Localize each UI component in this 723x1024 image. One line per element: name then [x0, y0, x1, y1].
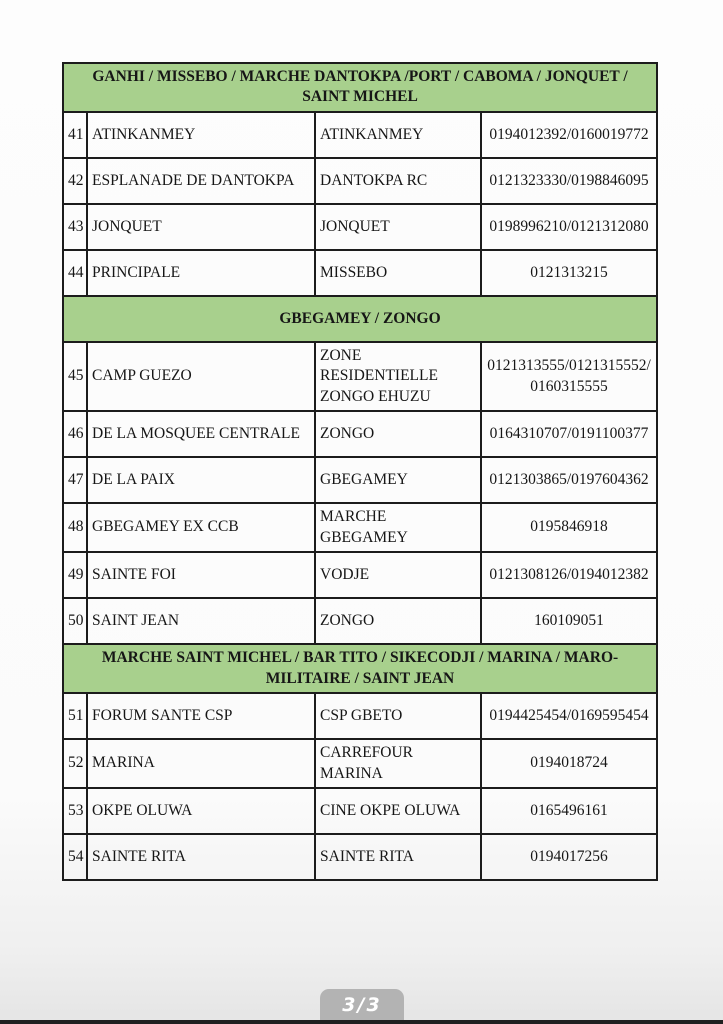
- phone-cell: 0121313555/0121315552/0160315555: [481, 342, 657, 411]
- row-number-cell: 44: [63, 250, 87, 296]
- name-cell: DE LA PAIX: [87, 457, 315, 503]
- section-header: GANHI / MISSEBO / MARCHE DANTOKPA /PORT / CABOMA / JONQUET / SAINT MICHEL: [63, 63, 657, 112]
- location-cell: CSP GBETO: [315, 693, 481, 739]
- phone-cell: 0165496161: [481, 788, 657, 834]
- table-row: [63, 598, 657, 644]
- name-cell: OKPE OLUWA: [87, 788, 315, 834]
- name-cell: GBEGAMEY EX CCB: [87, 503, 315, 552]
- table-row: [63, 693, 657, 739]
- name-cell: FORUM SANTE CSP: [87, 693, 315, 739]
- row-number-cell: 42: [63, 158, 87, 204]
- location-cell: DANTOKPA RC: [315, 158, 481, 204]
- name-cell: ATINKANMEY: [87, 112, 315, 158]
- table-row: [63, 204, 657, 250]
- document-page: [62, 62, 656, 881]
- location-cell: VODJE: [315, 552, 481, 598]
- table-row: [63, 342, 657, 411]
- phone-cell: 0121323330/0198846095: [481, 158, 657, 204]
- name-cell: PRINCIPALE: [87, 250, 315, 296]
- section-header-row: [63, 296, 657, 342]
- location-cell: ATINKANMEY: [315, 112, 481, 158]
- phone-cell: 160109051: [481, 598, 657, 644]
- phone-cell: 0194012392/0160019772: [481, 112, 657, 158]
- page-indicator-badge: [320, 989, 404, 1020]
- location-cell: ZONE RESIDENTIELLE ZONGO EHUZU: [315, 342, 481, 411]
- location-cell: GBEGAMEY: [315, 457, 481, 503]
- phone-cell: 0198996210/0121312080: [481, 204, 657, 250]
- table-row: [63, 552, 657, 598]
- location-cell: CARREFOUR MARINA: [315, 739, 481, 788]
- table-row: [63, 834, 657, 880]
- name-cell: SAINTE FOI: [87, 552, 315, 598]
- name-cell: ESPLANADE DE DANTOKPA: [87, 158, 315, 204]
- row-number-cell: 48: [63, 503, 87, 552]
- row-number-cell: 41: [63, 112, 87, 158]
- name-cell: SAINT JEAN: [87, 598, 315, 644]
- phone-cell: 0194018724: [481, 739, 657, 788]
- name-cell: MARINA: [87, 739, 315, 788]
- row-number-cell: 49: [63, 552, 87, 598]
- table-row: [63, 250, 657, 296]
- table-row: [63, 158, 657, 204]
- table-row: [63, 112, 657, 158]
- section-header: MARCHE SAINT MICHEL / BAR TITO / SIKECODJI / MARINA / MARO-MILITAIRE / SAINT JEAN: [63, 644, 657, 693]
- phone-cell: 0121303865/0197604362: [481, 457, 657, 503]
- phone-cell: 0164310707/0191100377: [481, 411, 657, 457]
- location-cell: MISSEBO: [315, 250, 481, 296]
- table-row: [63, 739, 657, 788]
- table-row: [63, 788, 657, 834]
- phone-cell: 0121313215: [481, 250, 657, 296]
- table-row: [63, 457, 657, 503]
- phone-cell: 0121308126/0194012382: [481, 552, 657, 598]
- row-number-cell: 54: [63, 834, 87, 880]
- name-cell: DE LA MOSQUEE CENTRALE: [87, 411, 315, 457]
- row-number-cell: 50: [63, 598, 87, 644]
- location-cell: JONQUET: [315, 204, 481, 250]
- name-cell: CAMP GUEZO: [87, 342, 315, 411]
- row-number-cell: 53: [63, 788, 87, 834]
- row-number-cell: 46: [63, 411, 87, 457]
- section-header-row: [63, 644, 657, 693]
- row-number-cell: 51: [63, 693, 87, 739]
- page-indicator: 3/3: [342, 993, 382, 1016]
- name-cell: JONQUET: [87, 204, 315, 250]
- directory-table: [62, 62, 658, 881]
- phone-cell: 0194017256: [481, 834, 657, 880]
- location-cell: ZONGO: [315, 598, 481, 644]
- location-cell: CINE OKPE OLUWA: [315, 788, 481, 834]
- location-cell: SAINTE RITA: [315, 834, 481, 880]
- bottom-edge-line: [0, 1020, 723, 1024]
- location-cell: ZONGO: [315, 411, 481, 457]
- row-number-cell: 52: [63, 739, 87, 788]
- section-header: GBEGAMEY / ZONGO: [63, 296, 657, 342]
- location-cell: MARCHE GBEGAMEY: [315, 503, 481, 552]
- row-number-cell: 47: [63, 457, 87, 503]
- name-cell: SAINTE RITA: [87, 834, 315, 880]
- table-row: [63, 503, 657, 552]
- phone-cell: 0195846918: [481, 503, 657, 552]
- phone-cell: 0194425454/0169595454: [481, 693, 657, 739]
- row-number-cell: 45: [63, 342, 87, 411]
- row-number-cell: 43: [63, 204, 87, 250]
- section-header-row: [63, 63, 657, 112]
- table-row: [63, 411, 657, 457]
